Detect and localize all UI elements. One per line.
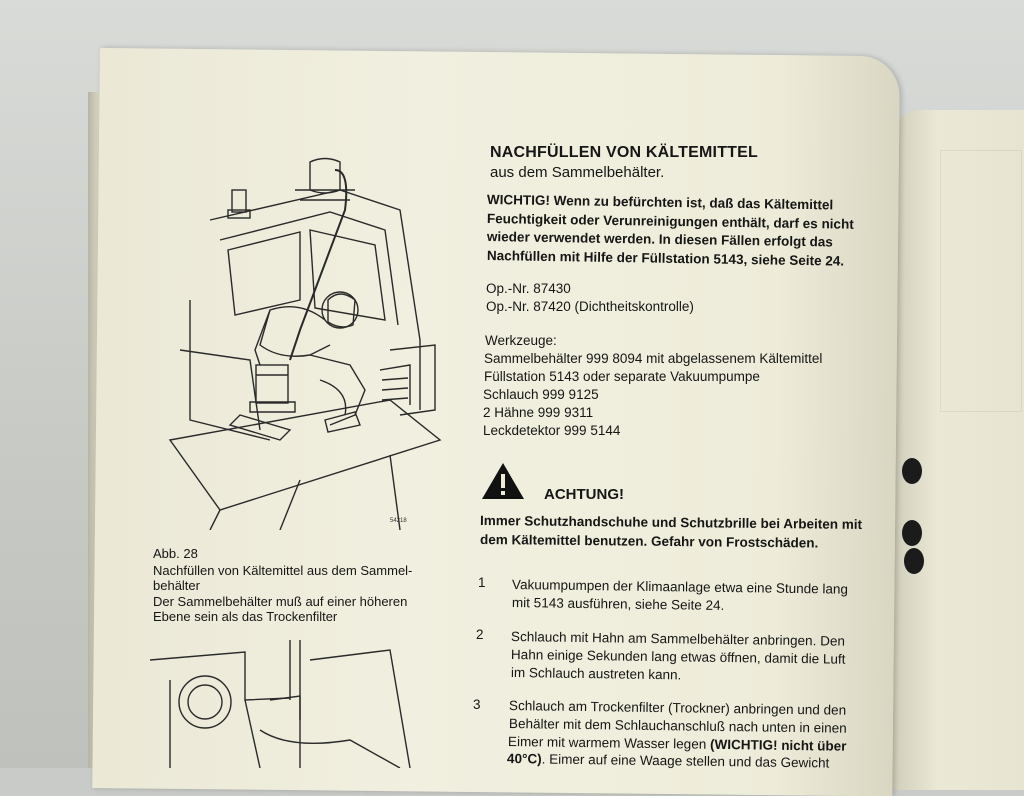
binder-hole: [902, 520, 922, 546]
page-subtitle: aus dem Sammelbehälter.: [490, 164, 665, 181]
step-bold-text: (WICHTIG! nicht über: [709, 736, 847, 754]
figure-caption-line: Der Sammelbehälter muß auf einer höheren: [153, 594, 408, 609]
important-line: wieder verwendet werden. In diesen Fällen erfolgt das: [486, 229, 833, 250]
page-title: NACHFÜLLEN VON KÄLTEMITTEL: [490, 144, 758, 161]
important-line: WICHTIG! Wenn zu befürchten ist, daß das Kältemittel: [486, 192, 834, 213]
tool-item: 2 Hähne 999 9311: [483, 405, 594, 420]
step-text: . Eimer auf eine Waage stellen und das Gewicht: [541, 751, 830, 771]
step-number: 3: [473, 697, 481, 712]
warning-line: Immer Schutzhandschuhe und Schutzbrille bei Arbeiten mit: [479, 513, 863, 533]
tool-item: Sammelbehälter 999 8094 mit abgelassenem Kältemittel: [484, 351, 823, 366]
binder-hole: [902, 458, 922, 484]
tool-item: Leckdetektor 999 5144: [483, 423, 621, 438]
important-line: Feuchtigkeit oder Verunreinigungen enthält, darf es nicht: [486, 211, 854, 232]
tool-item: Füllstation 5143 oder separate Vakuumpumpe: [484, 369, 760, 384]
figure-caption-label: Abb. 28: [153, 546, 198, 561]
binder-hole: [904, 548, 924, 574]
second-illustration: [150, 640, 450, 768]
op-number: Op.-Nr. 87420 (Dichtheitskontrolle): [486, 299, 694, 314]
step-line: im Schlauch austreten kann.: [510, 665, 682, 683]
warning-title: ACHTUNG!: [544, 486, 624, 503]
step-bold-text: 40°C): [506, 751, 542, 767]
step-text: Eimer mit warmem Wasser legen: [507, 734, 711, 752]
warning-line: dem Kältemittel benutzen. Gefahr von Frostschäden.: [479, 532, 819, 551]
op-number: Op.-Nr. 87430: [486, 281, 571, 296]
step-line: Vakuumpumpen der Klimaanlage etwa eine Stunde lang: [511, 577, 849, 597]
figure-caption-line: behälter: [153, 578, 200, 593]
figure-id: 54218: [390, 518, 407, 524]
next-page-faint-figure: [940, 150, 1022, 412]
step-line: Behälter mit dem Schlauchanschluß nach unten in einen: [508, 716, 847, 736]
warning-triangle-icon: [480, 461, 526, 501]
step-line: Schlauch mit Hahn am Sammelbehälter anbringen. Den: [510, 629, 846, 649]
tool-item: Schlauch 999 9125: [483, 387, 599, 402]
step-number: 1: [478, 575, 486, 590]
step-number: 2: [476, 627, 484, 642]
step-line: Hahn einige Sekunden lang etwas öffnen, damit die Luft: [510, 647, 846, 667]
step-line: Schlauch am Trockenfilter (Trockner) anbringen und den: [508, 698, 847, 718]
tools-title: Werkzeuge:: [485, 333, 557, 348]
figure-caption-line: Nachfüllen von Kältemittel aus dem Sammel-: [153, 563, 413, 578]
figure-caption-line: Ebene sein als das Trockenfilter: [153, 609, 338, 624]
step-line: mit 5143 ausführen, siehe Seite 24.: [511, 595, 725, 613]
refill-illustration: [150, 150, 450, 530]
important-line: Nachfüllen mit Hilfe der Füllstation 5143, siehe Seite 24.: [486, 248, 845, 269]
